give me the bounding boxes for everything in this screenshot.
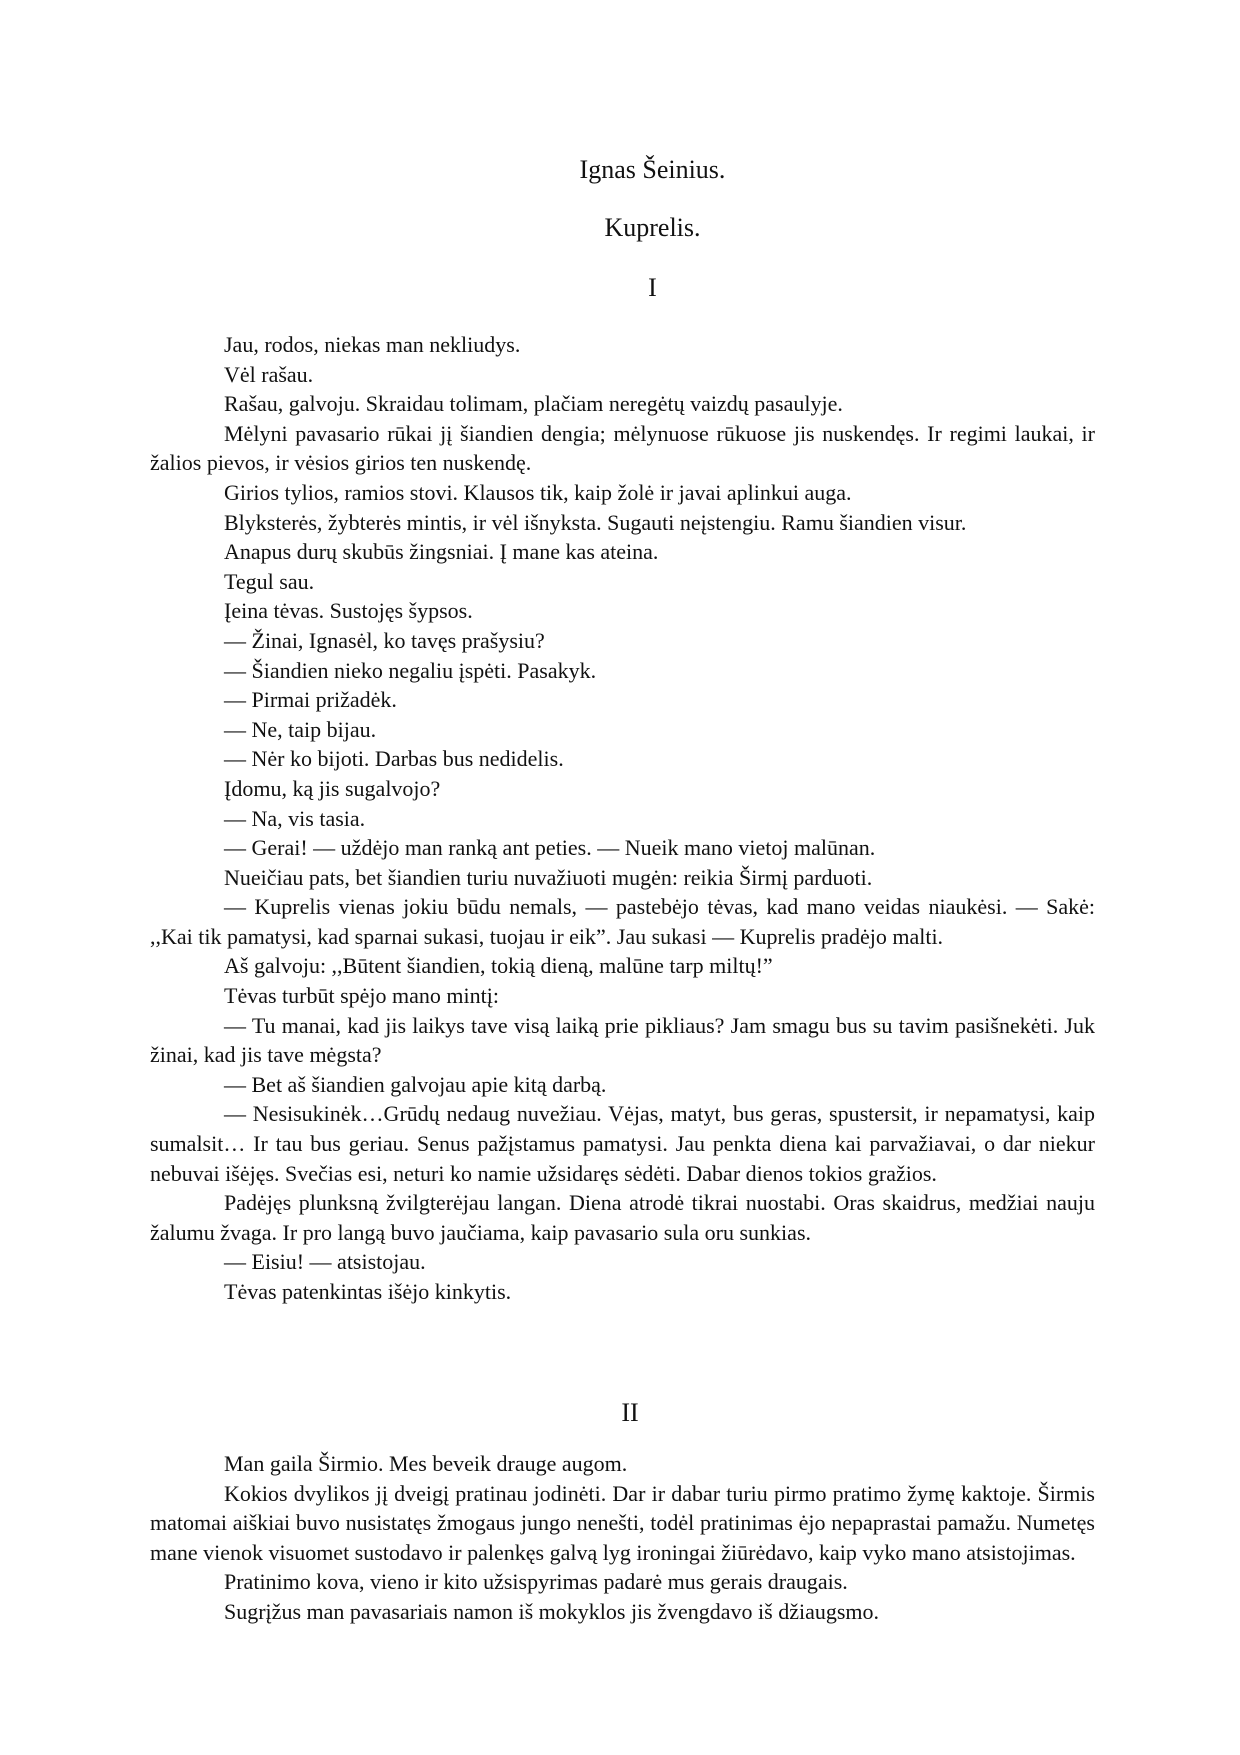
chapter-numeral: II [621,1398,639,1427]
paragraph: Padėjęs plunksną žvilgterėjau langan. Diena atrodė tikrai nuostabi. Oras skaidrus, medžiai nauju žalumu žvaga. Ir pro langą buvo jaučiama, kaip pavasario sula oru sunkias. [150,1190,1095,1245]
paragraph: Rašau, galvoju. Skraidau tolimam, plačiam neregėtų vaizdų pasaulyje. [224,391,843,417]
paragraph: Man gaila Širmio. Mes beveik drauge augom. [224,1451,628,1476]
dialogue-line: — Tu manai, kad jis laikys tave visą laiką prie pikliaus? Jam smagu bus su tavim pasišnekėti. Juk žinai, kad jis tave mėgsta? [150,1012,1095,1068]
paragraph: Tegul sau. [224,568,315,594]
dialogue-line: — Eisiu! — atsistojau. [224,1249,426,1275]
paragraph: Jau, rodos, niekas man nekliudys. [224,332,521,357]
document-page [150,0,1095,1755]
paragraph: Nueičiau pats, bet šiandien turiu nuvažiuoti mugėn: reikia Širmį parduoti. [224,864,873,890]
dialogue-line: — Ne, taip bijau. [224,716,377,742]
paragraph: Mėlyni pavasario rūkai jį šiandien dengia; mėlynuose rūkuose jis nuskendęs. Ir regimi laukai, ir žalios pievos, ir vėsios girios ten nuskendę. [150,420,1095,476]
paragraph: Pratinimo kova, vieno ir kito užsispyrimas padarė mus gerais draugais. [224,1569,848,1595]
story-title: Kuprelis. [604,213,701,242]
dialogue-line: — Žinai, Ignasėl, ko tavęs prašysiu? [224,627,545,653]
chapter-2-body [150,1449,1095,1627]
paragraph: Aš galvoju: ,,Būtent šiandien, tokią dieną, malūne tarp miltų!” [224,953,773,979]
dialogue-line: — Kuprelis vienas jokiu būdu nemals, — pastebėjo tėvas, kad mano veidas niaukėsi. — Sakė: ,,Kai tik pamatysi, kad sparnai sukasi, tuojau ir eik”. Jau sukasi — Kuprelis pradėjo malti. [150,894,1095,949]
paragraph: Blyksterės, žybterės mintis, ir vėl išnyksta. Sugauti neįstengiu. Ramu šiandien visur. [224,509,967,535]
paragraph: Sugrįžus man pavasariais namon iš mokyklos jis žvengdavo iš džiaugsmo. [224,1598,880,1624]
dialogue-line: — Bet aš šiandien galvojau apie kitą darbą. [224,1071,607,1097]
dialogue-line: — Gerai! — uždėjo man ranką ant peties. — Nueik mano vietoj malūnan. [224,835,876,861]
chapter-numeral: I [648,273,657,302]
paragraph: Tėvas turbūt spėjo mano mintį: [224,983,499,1009]
dialogue-line: — Pirmai prižadėk. [224,687,397,713]
paragraph: Įdomu, ką jis sugalvojo? [224,775,441,801]
paragraph: Įeina tėvas. Sustojęs šypsos. [224,598,473,624]
paragraph: Anapus durų skubūs žingsniai. Į mane kas ateina. [224,539,659,565]
author-name: Ignas Šeinius. [579,155,726,184]
dialogue-line: — Nesisukinėk…Grūdų nedaug nuvežiau. Vėjas, matyt, bus geras, spustersit, ir nepamatysi, kaip sumalsit… Ir tau bus geriau. Senus pažįstamus pamatysi. Jau penkta diena kai parvažiavai, o dar niekur nebuvai išėjęs. Svečias esi, neturi ko namie užsidaręs sėdėti. Dabar dienos tokios gražios. [150,1101,1095,1186]
paragraph: Girios tylios, ramios stovi. Klausos tik, kaip žolė ir javai aplinkui auga. [224,479,852,505]
dialogue-line: — Na, vis tasia. [224,805,366,831]
chapter-1-body [150,330,1095,1307]
paragraph: Tėvas patenkintas išėjo kinkytis. [224,1279,512,1304]
dialogue-line: — Nėr ko bijoti. Darbas bus nedidelis. [224,746,564,772]
paragraph: Vėl rašau. [224,361,314,387]
dialogue-line: — Šiandien nieko negaliu įspėti. Pasakyk. [224,657,597,683]
paragraph: Kokios dvylikos jį dveigį pratinau jodinėti. Dar ir dabar turiu pirmo pratimo žymę kaktoje. Širmis matomai aiškiai buvo nusistatęs žmogaus jungo nenešti, todėl pratinimas ėjo nepaprastai pamažu. Numetęs mane vienok visuomet sustodavo ir palenkęs galvą lyg ironingai žiūrėdavo, kaip vyko mano atsistojimas. [150,1480,1095,1565]
